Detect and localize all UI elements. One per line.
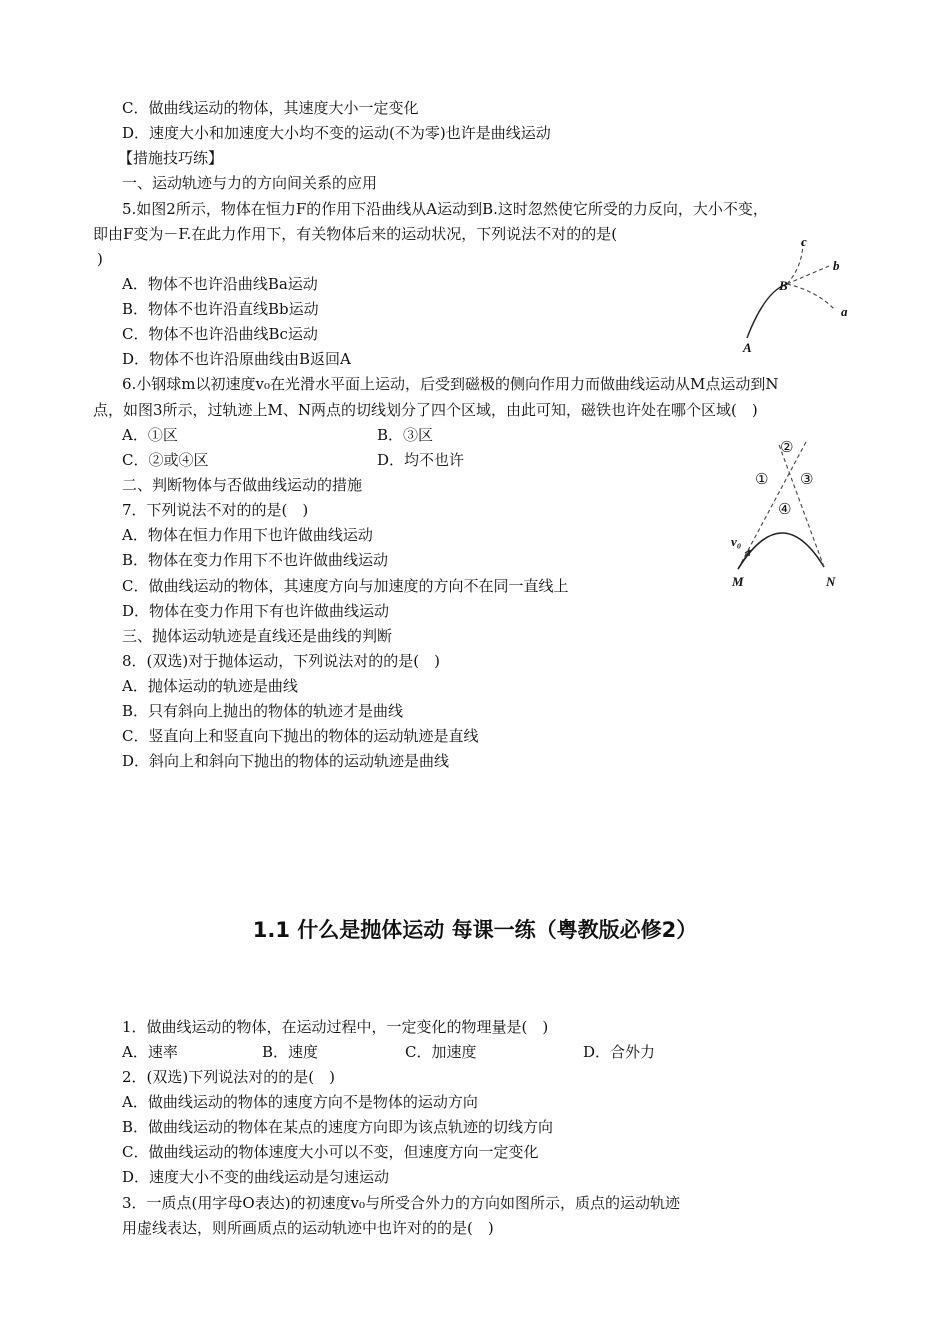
q6-stem-line1: 6.小钢球m以初速度v₀在光滑水平面上运动，后受到磁极的侧向作用力而做曲线运动从M点运动到N: [122, 375, 779, 393]
q4-option-c: C．做曲线运动的物体，其速度大小一定变化: [122, 99, 419, 117]
q5-stem-line2: 即由F变为－F.在此力作用下，有关物体后来的运动状况，下列说法不对的的是(: [93, 225, 618, 243]
q5-stem-paren: ): [97, 250, 103, 268]
b-q3-stem-line1: 3．一质点(用字母O表达)的初速度v₀与所受合外力的方向如图所示，质点的运动轨迹: [122, 1194, 681, 1212]
q6-stem-line2: 点，如图3所示，过轨迹上M、N两点的切线划分了四个区域，由此可知，磁铁也许处在哪个区域( ): [93, 401, 758, 419]
q5-stem-line1: 5.如图2所示，物体在恒力F的作用下沿曲线从A运动到B.这时忽然使它所受的力反向，大小不变，: [122, 200, 768, 218]
b-q2-stem: 2．(双选)下列说法对的的是( ): [122, 1068, 335, 1086]
q7-option-a: A．物体在恒力作用下也许做曲线运动: [122, 526, 373, 544]
q8-option-c: C．竖直向上和竖直向下抛出的物体的运动轨迹是直线: [122, 727, 479, 745]
fig3-region-3: ③: [800, 470, 814, 488]
q7-option-d: D．物体在变力作用下有也许做曲线运动: [122, 602, 390, 620]
b-q2-option-b: B．做曲线运动的物体在某点的速度方向即为该点轨迹的切线方向: [122, 1118, 554, 1136]
fig2-label-b: b: [833, 258, 840, 273]
section-heading-methods: 【措施技巧练】: [118, 149, 224, 167]
fig3-region-2: ②: [780, 438, 794, 456]
fig2-label-A: A: [743, 340, 752, 355]
section-title: 1.1 什么是抛体运动 每课一练（粤教版必修2）: [252, 918, 698, 942]
q8-option-b: B．只有斜向上抛出的物体的轨迹才是曲线: [122, 702, 404, 720]
q8-stem: 8．(双选)对于抛体运动，下列说法对的的是( ): [122, 652, 440, 670]
fig3-label-M: M: [732, 574, 744, 589]
b-q2-option-c: C．做曲线运动的物体速度大小可以不变，但速度方向一定变化: [122, 1143, 539, 1161]
fig3-region-4: ④: [778, 500, 792, 518]
subsection-heading-2: 二、判断物体与否做曲线运动的措施: [122, 476, 363, 494]
figure-3-region-diagram: [722, 436, 852, 596]
subsection-heading-3: 三、抛体运动轨迹是直线还是曲线的判断: [122, 627, 393, 645]
fig3-label-N: N: [826, 574, 836, 589]
q7-option-b: B．物体在变力作用下不也许做曲线运动: [122, 551, 389, 569]
figure-2-trajectory-diagram: [735, 236, 855, 356]
q8-option-a: A．抛体运动的轨迹是曲线: [122, 677, 298, 695]
b-q1-option-b: B．速度: [262, 1043, 319, 1061]
b-q1-stem: 1．做曲线运动的物体，在运动过程中，一定变化的物理量是( ): [122, 1018, 549, 1036]
q4-option-d: D．速度大小和加速度大小均不变的运动(不为零)也许是曲线运动: [122, 124, 551, 142]
q6-option-c: C．②或④区: [122, 451, 209, 469]
fig2-label-a: a: [841, 304, 848, 319]
q5-option-b: B．物体不也许沿直线Bb运动: [122, 300, 319, 318]
q8-option-d: D．斜向上和斜向下抛出的物体的运动轨迹是曲线: [122, 752, 450, 770]
q6-option-a: A．①区: [122, 426, 178, 444]
b-q1-option-a: A．速率: [122, 1043, 178, 1061]
q6-option-d: D．均不也许: [377, 451, 465, 469]
b-q1-option-d: D．合外力: [583, 1043, 656, 1061]
q5-option-a: A．物体不也许沿曲线Ba运动: [122, 275, 318, 293]
b-q2-option-d: D．速度大小不变的曲线运动是匀速运动: [122, 1168, 390, 1186]
fig3-region-1: ①: [755, 470, 769, 488]
q6-option-b: B．③区: [377, 426, 434, 444]
fig2-label-B: B: [779, 278, 788, 293]
subsection-heading-1: 一、运动轨迹与力的方向间关系的应用: [122, 174, 378, 192]
q7-option-c: C．做曲线运动的物体，其速度方向与加速度的方向不在同一直线上: [122, 577, 569, 595]
fig3-label-v0: v₀: [731, 534, 742, 549]
b-q3-stem-line2: 用虚线表达，则所画质点的运动轨迹中也许对的的是( ): [122, 1219, 494, 1237]
q5-option-d: D．物体不也许沿原曲线由B返回A: [122, 350, 351, 368]
q7-stem: 7．下列说法不对的的是( ): [122, 501, 309, 519]
b-q2-option-a: A．做曲线运动的物体的速度方向不是物体的运动方向: [122, 1093, 478, 1111]
b-q1-option-c: C．加速度: [405, 1043, 477, 1061]
q5-option-c: C．物体不也许沿曲线Bc运动: [122, 325, 318, 343]
fig2-label-c: c: [801, 234, 807, 249]
